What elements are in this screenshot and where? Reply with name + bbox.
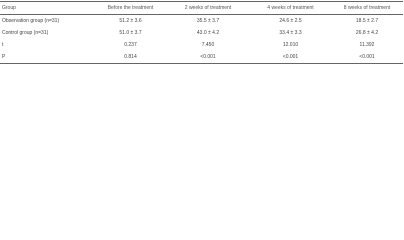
header-before-treatment: Before the treatment: [107, 4, 154, 11]
table-cell: <0.001: [200, 53, 216, 60]
table-cell: 51.2 ± 3.6: [119, 17, 142, 24]
row-label: P: [2, 53, 6, 60]
table-cell: 7.450: [201, 41, 215, 48]
table-header-row: [0, 2, 403, 15]
header-2-weeks: 2 weeks of treatment: [184, 4, 232, 11]
table-cell: 0.814: [124, 53, 137, 60]
results-table: [0, 1, 403, 64]
table-cell: 11.392: [359, 41, 375, 48]
table-cell: 26.8 ± 4.2: [355, 29, 379, 36]
table-cell: 43.0 ± 4.2: [196, 29, 220, 36]
table-row: [0, 27, 403, 39]
header-group: Group: [2, 4, 16, 11]
table-cell: <0.001: [282, 53, 299, 60]
header-4-weeks: 4 weeks of treatment: [267, 4, 314, 11]
table-cell: 0.237: [124, 41, 137, 48]
table-row: [0, 51, 403, 64]
header-8-weeks: 8 weeks of treatment: [343, 4, 391, 11]
row-label: Observation group (n=31): [2, 17, 60, 24]
table-cell: 35.5 ± 3.7: [196, 17, 220, 24]
row-label: Control group (n=31): [2, 29, 49, 36]
table-cell: <0.001: [359, 53, 375, 60]
table-cell: 12.010: [282, 41, 299, 48]
table-cell: 18.5 ± 2.7: [355, 17, 379, 24]
table-row: [0, 15, 403, 28]
row-label: t: [2, 41, 4, 48]
table-cell: 51.0 ± 3.7: [119, 29, 142, 36]
results-table-figure: [0, 0, 404, 66]
table-row: [0, 39, 403, 51]
table-cell: 24.6 ± 2.5: [279, 17, 302, 24]
table-cell: 33.4 ± 3.3: [279, 29, 302, 36]
